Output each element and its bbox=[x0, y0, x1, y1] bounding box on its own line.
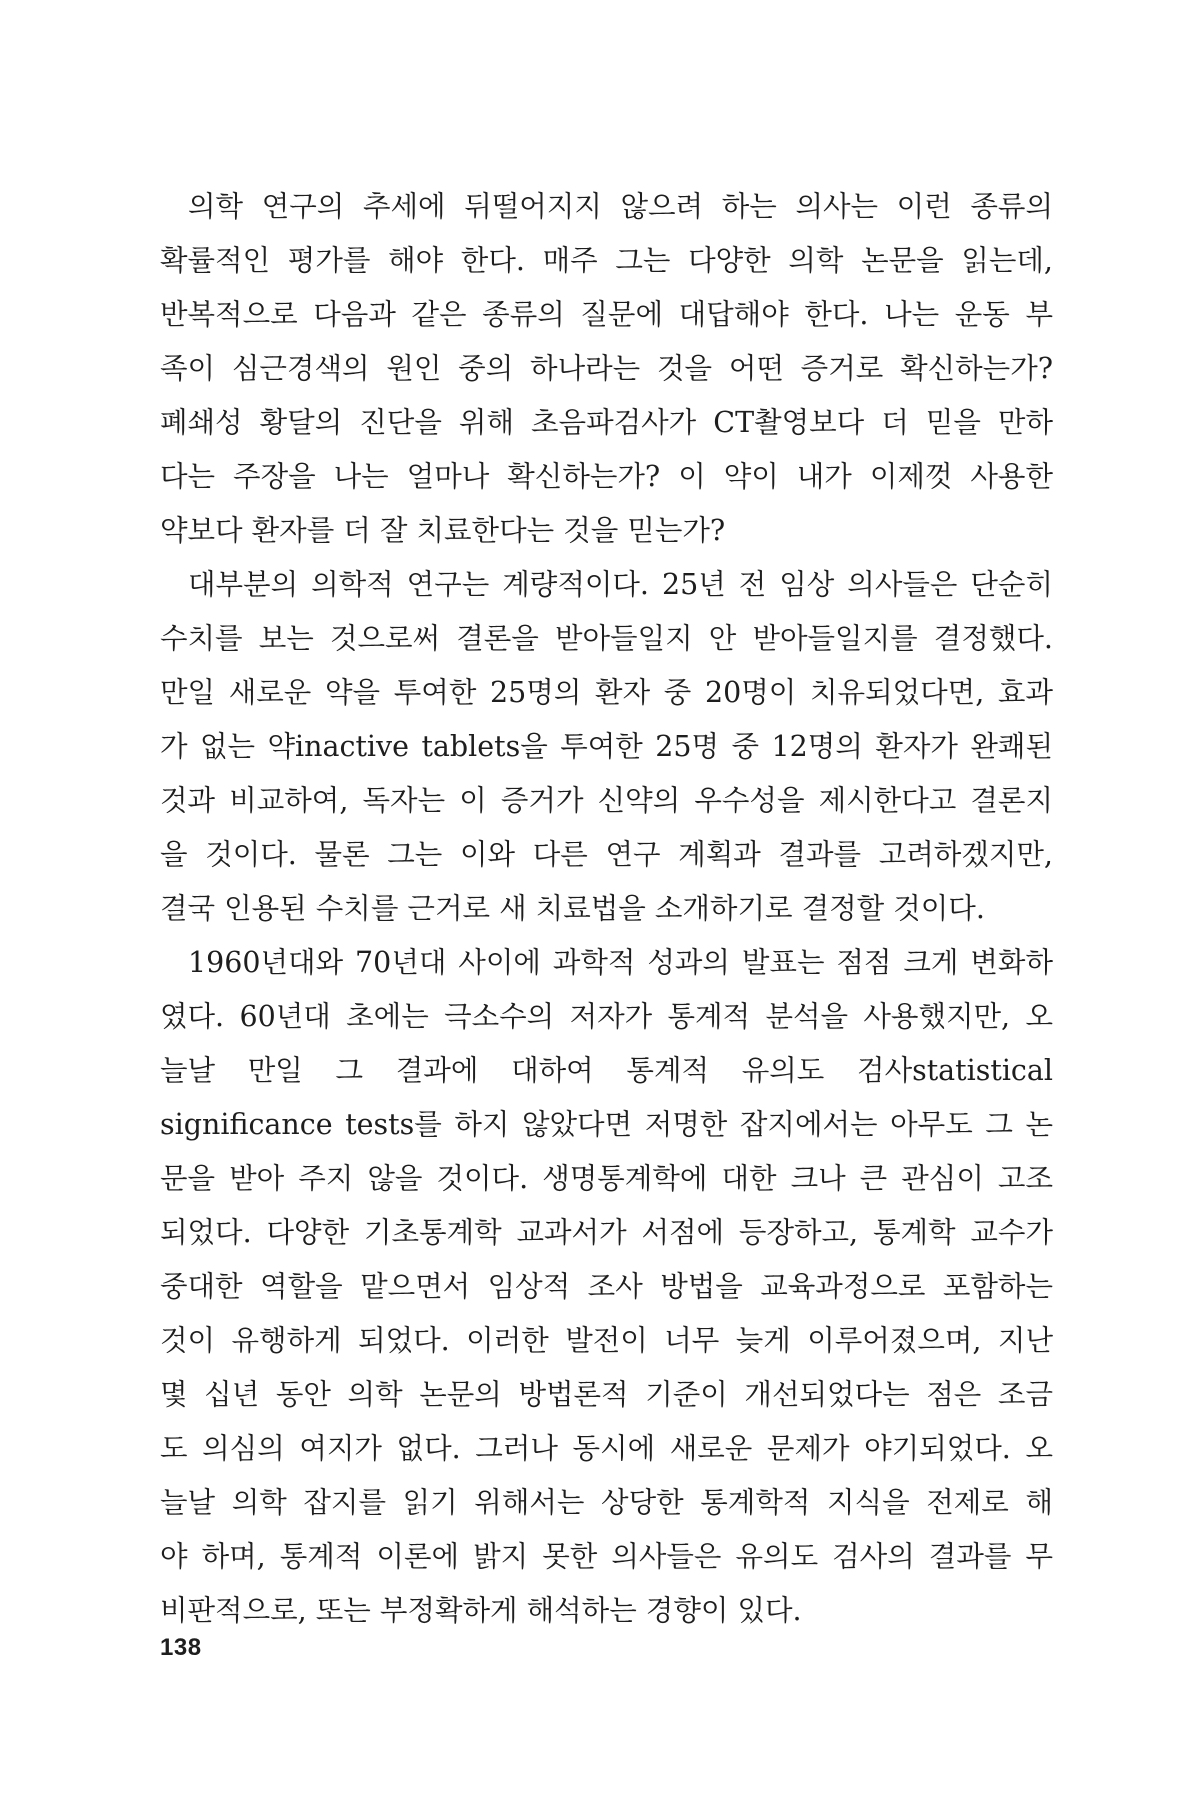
text-line: 였다. 60년대 초에는 극소수의 저자가 통계적 분석을 사용했지만, 오 bbox=[160, 1000, 1053, 1033]
text-line: 되었다. 다양한 기초통계학 교과서가 서점에 등장하고, 통계학 교수가 bbox=[160, 1216, 1053, 1249]
text-line: 족이 심근경색의 원인 중의 하나라는 것을 어떤 증거로 확신하는가? bbox=[160, 352, 1053, 385]
text-line: 다는 주장을 나는 얼마나 확신하는가? 이 약이 내가 이제껏 사용한 bbox=[160, 460, 1053, 493]
text-line: 비판적으로, 또는 부정확하게 해석하는 경향이 있다. bbox=[160, 1594, 802, 1627]
text-line: significance tests를 하지 않았다면 저명한 잡지에서는 아무도 그 논 bbox=[160, 1108, 1053, 1141]
text-line: 대부분의 의학적 연구는 계량적이다. 25년 전 임상 의사들은 단순히 bbox=[188, 568, 1053, 601]
text-line: 늘날 의학 잡지를 읽기 위해서는 상당한 통계학적 지식을 전제로 해 bbox=[160, 1486, 1053, 1519]
text-line: 1960년대와 70년대 사이에 과학적 성과의 발표는 점점 크게 변화하 bbox=[188, 946, 1053, 979]
body-text bbox=[160, 180, 1053, 1638]
text-line: 것과 비교하여, 독자는 이 증거가 신약의 우수성을 제시한다고 결론지 bbox=[160, 784, 1053, 817]
text-line: 반복적으로 다음과 같은 종류의 질문에 대답해야 한다. 나는 운동 부 bbox=[160, 298, 1053, 331]
text-line: 야 하며, 통계적 이론에 밝지 못한 의사들은 유의도 검사의 결과를 무 bbox=[160, 1540, 1053, 1573]
text-line: 도 의심의 여지가 없다. 그러나 동시에 새로운 문제가 야기되었다. 오 bbox=[160, 1432, 1053, 1465]
page-number: 138 bbox=[160, 1634, 202, 1661]
text-line: 중대한 역할을 맡으면서 임상적 조사 방법을 교육과정으로 포함하는 bbox=[160, 1270, 1053, 1303]
text-line: 만일 새로운 약을 투여한 25명의 환자 중 20명이 치유되었다면, 효과 bbox=[160, 676, 1053, 709]
text-line: 약보다 환자를 더 잘 치료한다는 것을 믿는가? bbox=[160, 514, 726, 547]
text-line: 을 것이다. 물론 그는 이와 다른 연구 계획과 결과를 고려하겠지만, bbox=[160, 838, 1053, 871]
text-line: 늘날 만일 그 결과에 대하여 통계적 유의도 검사statistical bbox=[160, 1054, 1053, 1087]
text-line: 몇 십년 동안 의학 논문의 방법론적 기준이 개선되었다는 점은 조금 bbox=[160, 1378, 1053, 1411]
text-line: 의학 연구의 추세에 뒤떨어지지 않으려 하는 의사는 이런 종류의 bbox=[188, 190, 1053, 223]
text-line: 문을 받아 주지 않을 것이다. 생명통계학에 대한 크나 큰 관심이 고조 bbox=[160, 1162, 1053, 1195]
text-line: 가 없는 약inactive tablets을 투여한 25명 중 12명의 환자가 완쾌된 bbox=[160, 730, 1053, 763]
text-line: 것이 유행하게 되었다. 이러한 발전이 너무 늦게 이루어졌으며, 지난 bbox=[160, 1324, 1053, 1357]
text-line: 수치를 보는 것으로써 결론을 받아들일지 안 받아들일지를 결정했다. bbox=[160, 622, 1053, 655]
text-line: 폐쇄성 황달의 진단을 위해 초음파검사가 CT촬영보다 더 믿을 만하 bbox=[160, 406, 1053, 439]
text-line: 확률적인 평가를 해야 한다. 매주 그는 다양한 의학 논문을 읽는데, bbox=[160, 244, 1053, 277]
text-line: 결국 인용된 수치를 근거로 새 치료법을 소개하기로 결정할 것이다. bbox=[160, 892, 985, 925]
